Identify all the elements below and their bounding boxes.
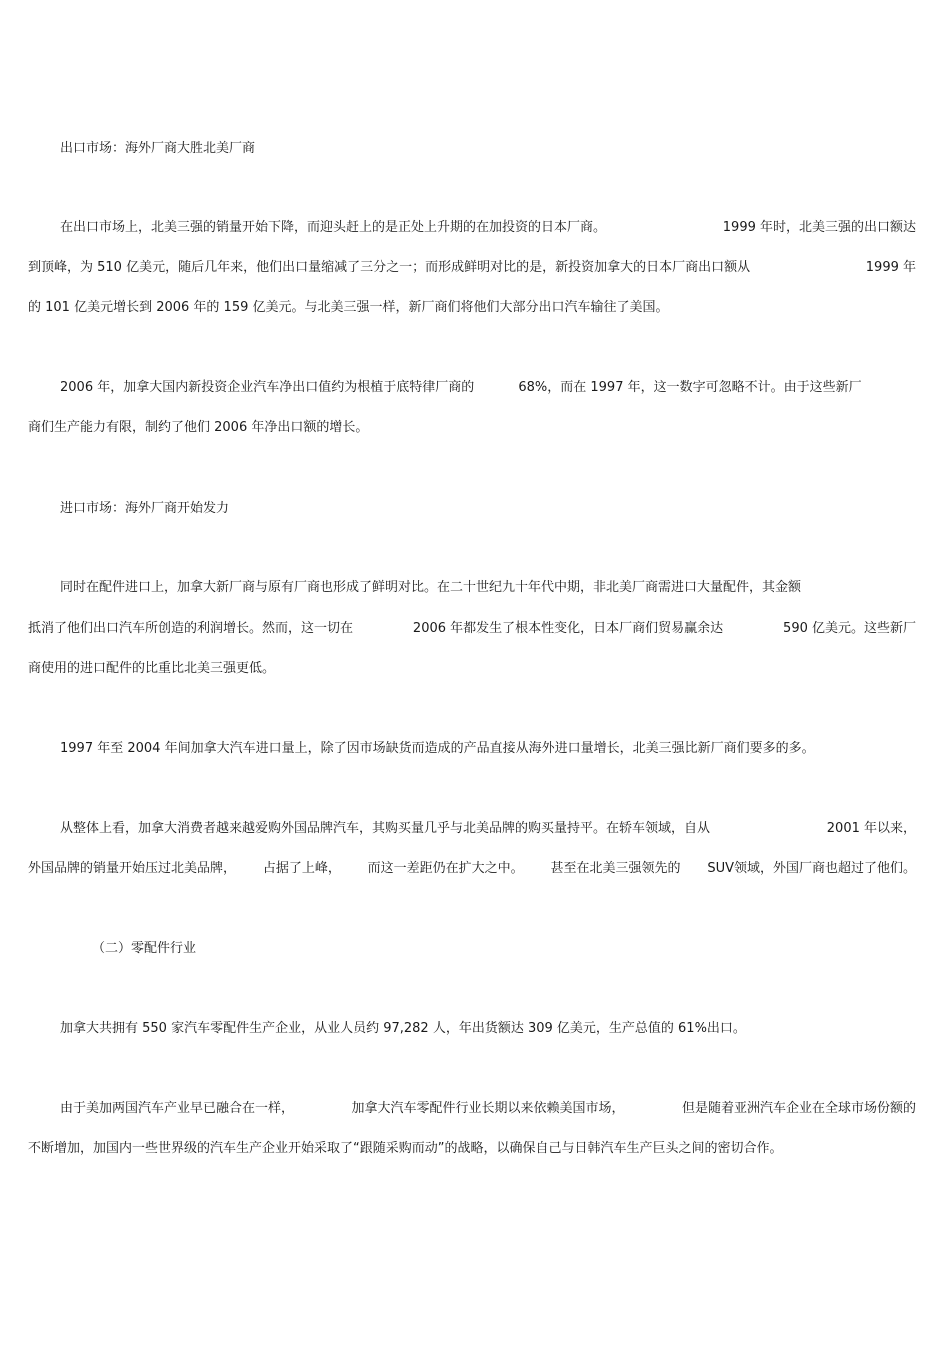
text-span: 外国品牌的销量开始压过北美品牌， [28,861,237,876]
heading-export-market: 出口市场：海外厂商大胜北美厂商 [60,141,256,156]
text-span: 但是随着亚洲汽车企业在全球市场份额的 [681,1101,916,1116]
text-span: SUV领域，外国厂商也超过了他们。 [707,861,916,876]
heading-parts-industry: （二）零配件行业 [92,941,197,956]
heading-import-market: 进口市场：海外厂商开始发力 [60,501,230,516]
paragraph-1-line-1 [60,219,916,237]
text-span: 在出口市场上，北美三强的销量开始下降，而迎头赶上的是正处上升期的在加投资的日本厂商。 [60,220,607,235]
text-span: 590 亿美元。这些新厂 [783,621,916,636]
text-span: 抵消了他们出口汽车所创造的利润增长。然而，这一切在 [28,621,354,636]
text-span: 2006 年，加拿大国内新投资企业汽车净出口值约为根植于底特律厂商的 [60,380,475,395]
text-span: 1999 年时，北美三强的出口额达 [722,220,916,235]
paragraph-5-line-1 [60,820,916,838]
paragraph-1-line-2 [28,259,916,277]
text-span: 而这一差距仍在扩大之中。 [367,861,524,876]
text-span: 2001 年以来， [826,821,916,836]
text-span: 加拿大汽车零配件行业长期以来依赖美国市场， [351,1101,625,1116]
paragraph-6: 加拿大共拥有 550 家汽车零配件生产企业，从业人员约 97,282 人，年出货额达 309 亿美元，生产总值的 61%出口。 [60,1021,746,1036]
paragraph-3-line-1: 同时在配件进口上，加拿大新厂商与原有厂商也形成了鲜明对比。在二十世纪九十年代中期，非北美厂商需进口大量配件，其金额 [60,580,802,595]
text-span: 68%，而在 1997 年，这一数字可忽略不计。由于这些新厂 [518,380,862,395]
paragraph-7-line-2: 不断增加，加国内一些世界级的汽车生产企业开始采取了“跟随采购而动”的战略，以确保自己与日韩汽车生产巨头之间的密切合作。 [28,1141,783,1156]
paragraph-1-line-3: 的 101 亿美元增长到 2006 年的 159 亿美元。与北美三强一样，新厂商们将他们大部分出口汽车输往了美国。 [28,300,669,315]
text-span: 由于美加两国汽车产业早已融合在一样， [60,1101,295,1116]
text-span: 从整体上看，加拿大消费者越来越爱购外国品牌汽车，其购买量几乎与北美品牌的购买量持平。在轿车领域，自从 [60,821,711,836]
text-span: 甚至在北美三强领先的 [550,861,681,876]
paragraph-2-line-1 [60,379,862,397]
paragraph-4: 1997 年至 2004 年间加拿大汽车进口量上，除了因市场缺货而造成的产品直接从海外进口量增长，北美三强比新厂商们要多的多。 [60,741,815,756]
text-span: 2006 年都发生了根本性变化，日本厂商们贸易赢余达 [412,621,724,636]
paragraph-7-line-1 [60,1100,916,1118]
text-span: 占据了上峰， [262,861,341,876]
paragraph-2-line-2: 商们生产能力有限，制约了他们 2006 年净出口额的增长。 [28,420,369,435]
text-span: 到顶峰，为 510 亿美元，随后几年来，他们出口量缩减了三分之一；而形成鲜明对比的是，新投资加拿大的日本厂商出口额从 [28,260,751,275]
text-span: 1999 年 [865,260,916,275]
paragraph-5-line-2 [28,860,916,878]
paragraph-3-line-2 [28,620,916,638]
paragraph-3-line-3: 商使用的进口配件的比重比北美三强更低。 [28,661,276,676]
